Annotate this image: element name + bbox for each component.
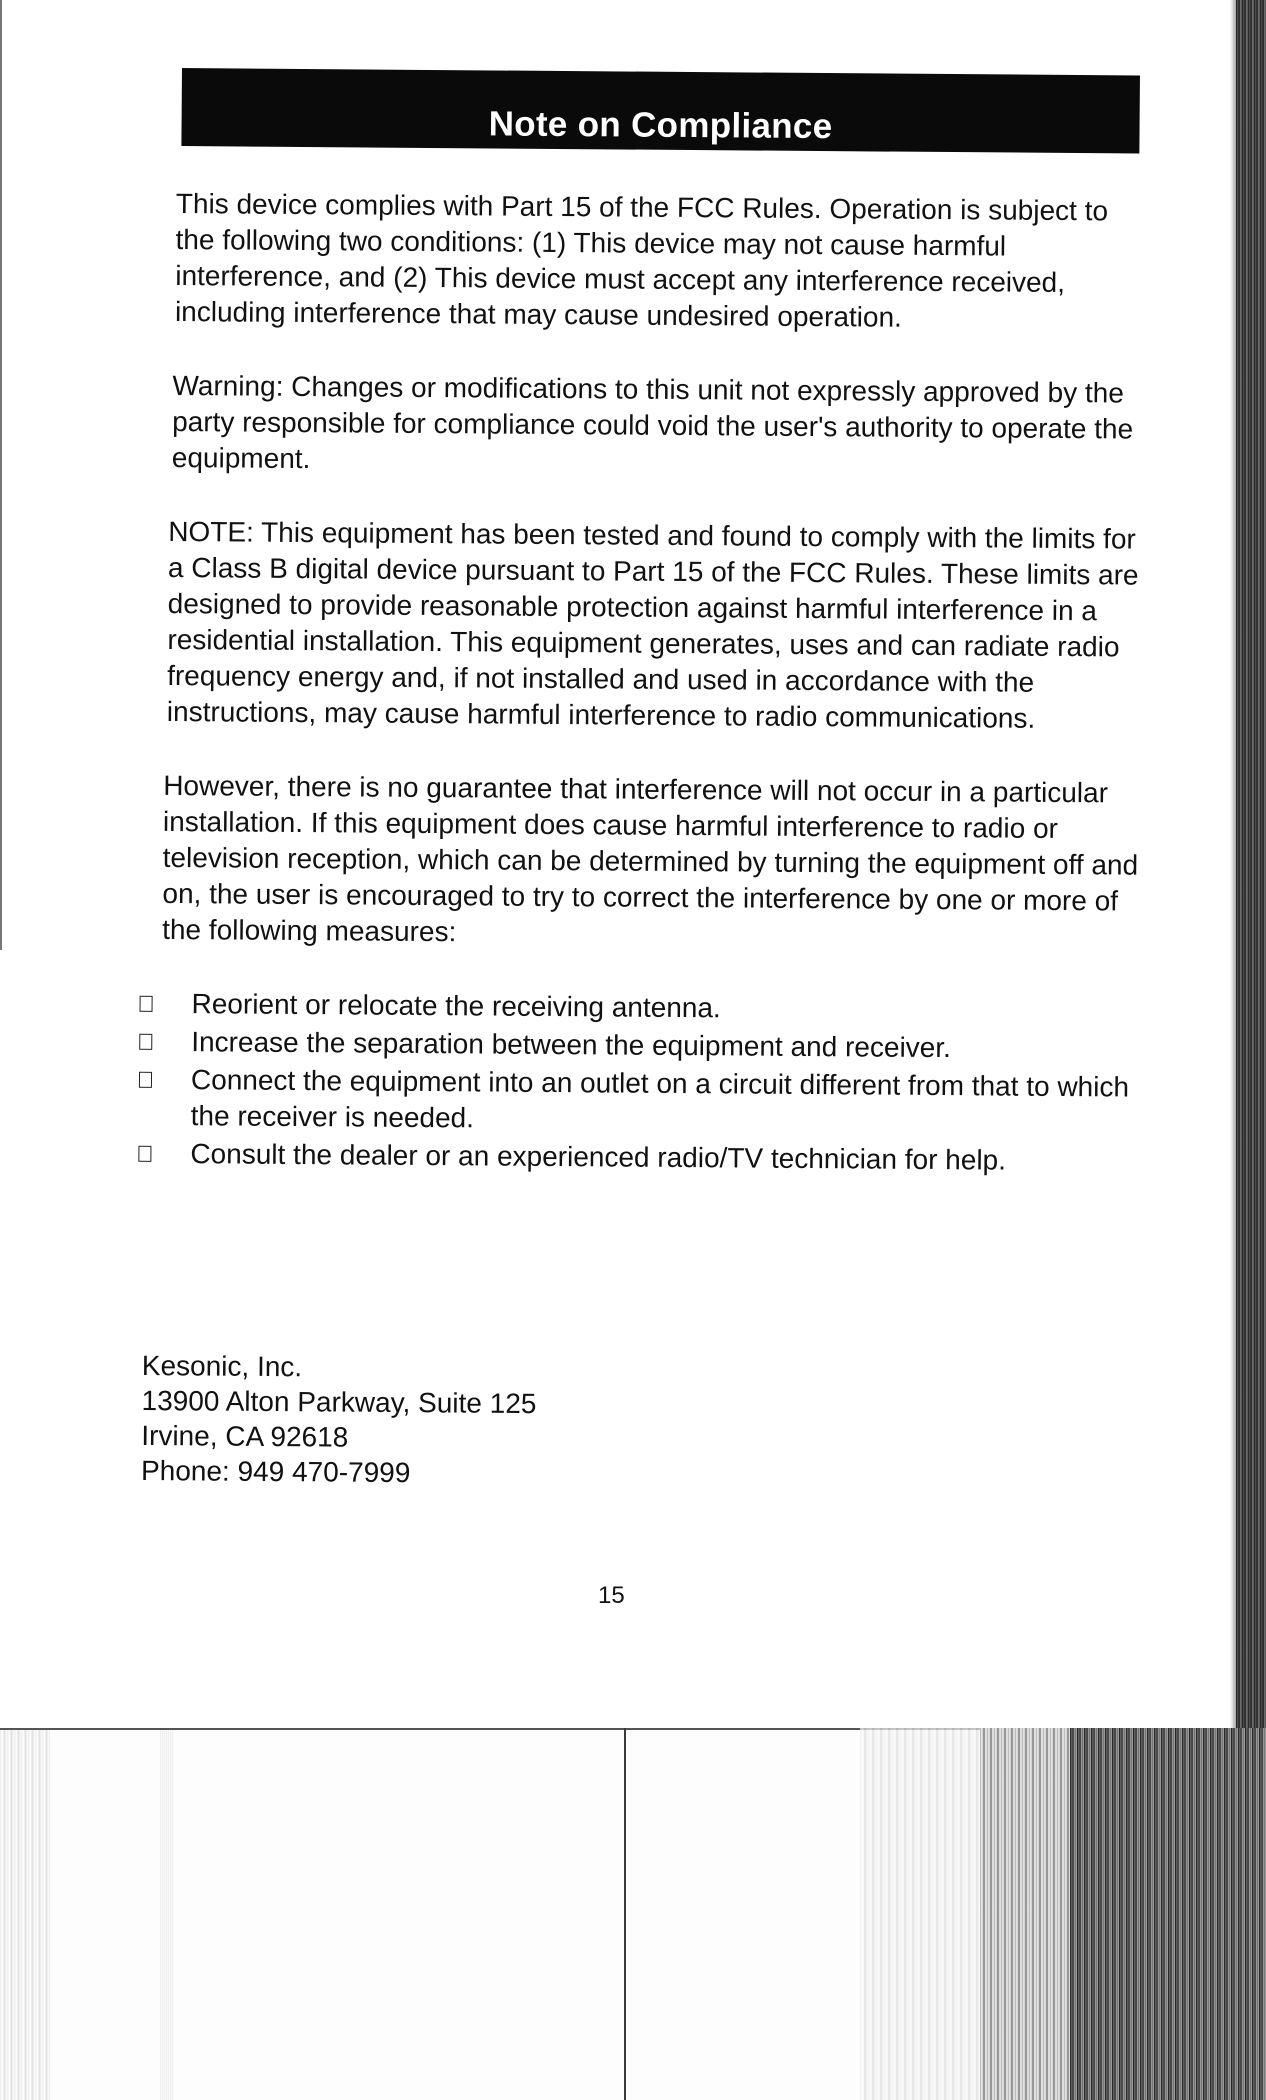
measure-text: Connect the equipment into an outlet on a circuit different from that to which the receiver is needed. (190, 1064, 1130, 1134)
measure-text: Increase the separation between the equipment and receiver. (191, 1026, 951, 1064)
checkbox-bullet-icon (139, 1072, 152, 1088)
scan-edge-left (0, 0, 2, 950)
scan-noise-left (0, 1728, 50, 2100)
list-item (139, 986, 1139, 1030)
list-item (139, 1062, 1140, 1142)
company-name: Kesonic, Inc. (141, 1349, 303, 1383)
page-number: 15 (598, 1582, 625, 1609)
checkbox-bullet-icon (139, 1034, 152, 1050)
checkbox-bullet-icon (140, 996, 153, 1012)
page-title: Note on Compliance (488, 104, 833, 147)
city-state-zip: Irvine, CA 92618 (141, 1419, 349, 1453)
list-item (138, 1136, 1138, 1180)
compliance-content (162, 186, 1146, 1182)
title-bar (181, 68, 1140, 154)
class-b-note-paragraph: NOTE: This equipment has been tested and found to comply with the limits for a Class B digital device pursuant to Part 15 of the FCC Rules. These limits are designed to provide reasonable protection against harmful interference in a residential installation. This equipment generates, uses and can radiate radio frequency energy and, if not installed and used in accordance with the instructions, may cause harmful interference to radio communications. (166, 515, 1139, 734)
scan-noise-right-mid (980, 1728, 1070, 2100)
scan-noise-right-light (860, 1728, 980, 2100)
measure-text: Reorient or relocate the receiving antenna. (191, 988, 721, 1024)
checkbox-bullet-icon (138, 1146, 151, 1162)
list-item (139, 1024, 1139, 1068)
fcc-part15-paragraph: This device complies with Part 15 of the FCC Rules. Operation is subject to the following two conditions: (1) This device may not cause harmful interference, and (2) This device must accept any interference received, including interference that may cause undesired operation. (174, 187, 1109, 333)
scan-noise-mid (160, 1728, 174, 2100)
measures-list (138, 986, 1139, 1180)
scan-noise-right-dark (1070, 1728, 1266, 2100)
book-spine-divider (624, 1728, 626, 2100)
interference-guarantee-paragraph: However, there is no guarantee that interference will not occur in a particular installation. If this equipment does cause harmful interference to radio or television reception, which can be determined by turning the equipment off and on, the user is encouraged to try to correct the interference by one or more of the following measures: (162, 769, 1139, 948)
company-address (141, 1348, 537, 1491)
phone-number: Phone: 949 470-7999 (140, 1454, 411, 1489)
scan-edge-right (1236, 0, 1266, 1740)
warning-paragraph: Warning: Changes or modifications to this unit not expressly approved by the party responsible for compliance could void the user's authority to operate the equipment. (171, 369, 1134, 475)
scan-bottom-area (0, 1728, 1266, 2100)
street-address: 13900 Alton Parkway, Suite 125 (141, 1384, 537, 1420)
measure-text: Consult the dealer or an experienced radio/TV technician for help. (190, 1138, 1007, 1176)
